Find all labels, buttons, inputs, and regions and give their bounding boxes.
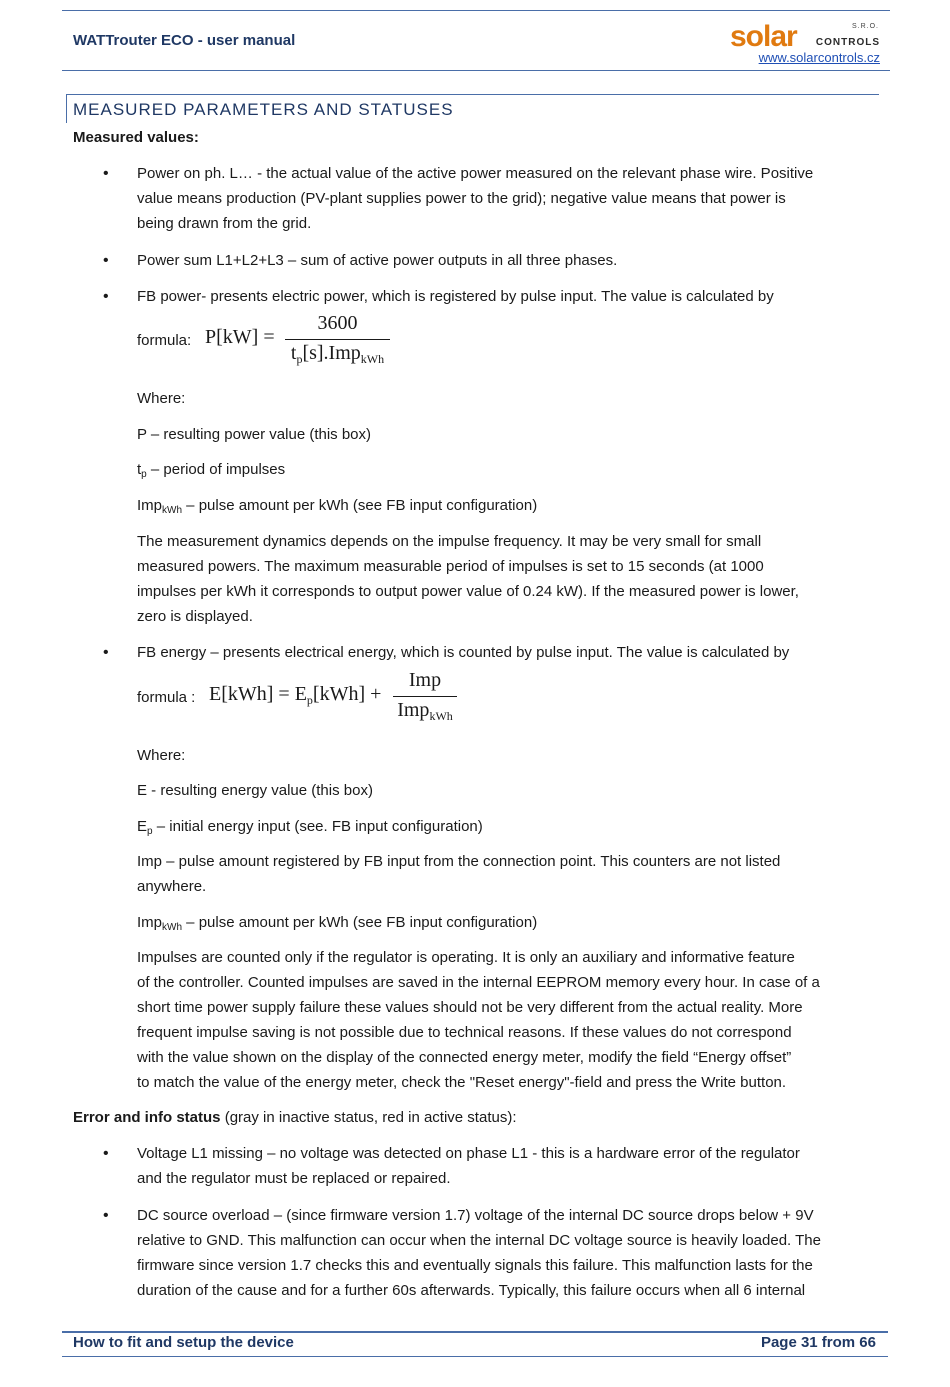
fraction-bar xyxy=(393,696,457,697)
text-line: short time power supply failure these values should not be very different from the actual reality. More xyxy=(137,999,803,1016)
logo-sro: S.R.O. xyxy=(851,23,879,30)
text-line: Imp – pulse amount registered by FB input from the connection point. This counters are not listed xyxy=(137,853,781,870)
text-line: The measurement dynamics depends on the impulse frequency. It may be very small for small xyxy=(137,533,762,550)
e-definition: E - resulting energy value (this box) xyxy=(137,782,373,799)
footer-top-rule xyxy=(62,1331,888,1333)
tp-definition xyxy=(137,457,285,487)
header-top-rule xyxy=(62,10,890,11)
text-line: anywhere. xyxy=(137,878,207,895)
formula-denominator xyxy=(393,699,457,724)
bullet-marker: • xyxy=(103,1145,109,1162)
subscript: kWh xyxy=(162,922,183,933)
formula-denominator xyxy=(285,342,390,367)
impulses-paragraph xyxy=(137,945,820,1095)
lhs-main: E[kWh] = E xyxy=(209,683,307,705)
lhs-subscript: p xyxy=(306,693,313,707)
dynamics-paragraph xyxy=(137,529,799,629)
fb-power-formula xyxy=(205,310,395,370)
text-line: measured powers. The maximum measurable period of impulses is set to 15 seconds (at 1000 xyxy=(137,558,764,575)
fraction-bar xyxy=(285,339,390,340)
symbol: Imp xyxy=(137,497,163,514)
bullet-marker: • xyxy=(103,288,109,305)
footer-page-number: Page 31 from 66 xyxy=(760,1334,876,1351)
impkwh-definition xyxy=(137,910,537,940)
fb-energy-formula xyxy=(209,667,469,727)
footer-chapter: How to fit and setup the device xyxy=(73,1334,294,1351)
impkwh-definition xyxy=(137,493,537,523)
text-line: to match the value of the energy meter, check the "Reset energy"-field and press the Write button. xyxy=(137,1074,787,1091)
logo-controls: CONTROLS xyxy=(815,37,880,48)
text-line: impulses per kWh it corresponds to output power value of 0.24 kW). If the measured power is lower, xyxy=(137,583,799,600)
text-line: being drawn from the grid. xyxy=(137,215,312,232)
where-label: Where: xyxy=(137,390,186,407)
header-bottom-rule xyxy=(62,70,890,71)
fb-power-formula-label: formula: xyxy=(137,332,192,349)
imp-definition xyxy=(137,849,780,899)
website-link[interactable]: www.solarcontrols.cz xyxy=(758,50,880,65)
symbol: E xyxy=(137,818,148,835)
text-line: with the value shown on the display of the connected energy meter, modify the field “Energy offset” xyxy=(137,1049,792,1066)
section-title: MEASURED PARAMETERS AND STATUSES xyxy=(73,100,454,119)
symbol: Imp xyxy=(137,914,163,931)
logo-wordmark: solar xyxy=(730,20,797,53)
text-line: relative to GND. This malfunction can occur when the internal DC voltage source is heavily loaded. The xyxy=(137,1232,821,1249)
text-line: zero is displayed. xyxy=(137,608,253,625)
den-subscript: kWh xyxy=(360,352,385,366)
p-definition: P – resulting power value (this box) xyxy=(137,426,372,443)
document-title: WATTrouter ECO - user manual xyxy=(73,32,296,49)
bullet-marker: • xyxy=(103,252,109,269)
power-sum-text: Power sum L1+L2+L3 – sum of active power outputs in all three phases. xyxy=(137,252,618,269)
definition-text: – pulse amount per kWh (see FB input configuration) xyxy=(182,914,538,931)
subscript: kWh xyxy=(162,505,183,516)
bullet-marker: • xyxy=(103,644,109,661)
text-line: and the regulator must be replaced or repaired. xyxy=(137,1170,451,1187)
text-line: value means production (PV-plant supplies power to the grid); negative value means that power is xyxy=(137,190,786,207)
lhs-rest: [kWh] + xyxy=(312,683,382,705)
den-symbol: t xyxy=(290,342,297,364)
definition-text: – pulse amount per kWh (see FB input configuration) xyxy=(182,497,538,514)
formula-numerator: 3600 xyxy=(317,312,358,334)
solarcontrols-logo xyxy=(730,20,882,52)
text-line: Impulses are counted only if the regulator is operating. It is only an auxiliary and informative feature xyxy=(137,949,795,966)
bullet-marker: • xyxy=(103,165,109,182)
den-rest: [s].Imp xyxy=(302,342,361,364)
symbol: t xyxy=(137,461,142,478)
fb-energy-intro: FB energy – presents electrical energy, which is counted by pulse input. The value is calculated by xyxy=(137,644,790,661)
text-line: duration of the cause and for a further 60s afterwards. Typically, this failure occurs when all 6 internal xyxy=(137,1282,806,1299)
footer-bottom-rule xyxy=(62,1356,888,1357)
fb-energy-formula-label: formula : xyxy=(137,689,196,706)
text-line: Power on ph. L… - the actual value of the active power measured on the relevant phase wire. Positive xyxy=(137,165,814,182)
where-label: Where: xyxy=(137,747,186,764)
text-line: Voltage L1 missing – no voltage was detected on phase L1 - this is a hardware error of the regulator xyxy=(137,1145,800,1162)
formula-numerator: Imp xyxy=(408,669,442,691)
heading-rest: (gray in inactive status, red in active status): xyxy=(220,1109,517,1126)
dc-overload-text xyxy=(137,1203,821,1303)
error-status-heading xyxy=(73,1105,517,1130)
formula-lhs: P[kW] = xyxy=(205,326,275,348)
power-phase-text xyxy=(137,161,813,236)
den-subscript: p xyxy=(296,352,303,366)
voltage-missing-text xyxy=(137,1141,800,1191)
bullet-marker: • xyxy=(103,1207,109,1224)
text-line: frequent impulse saving is not possible due to technical reasons. If these values do not correspond xyxy=(137,1024,792,1041)
definition-text: – period of impulses xyxy=(146,461,286,478)
subscript: p xyxy=(141,469,147,480)
subscript: p xyxy=(147,826,153,837)
definition-text: – initial energy input (see. FB input configuration) xyxy=(152,818,483,835)
text-line: firmware since version 1.7 checks this and eventually signals this failure. This malfunction lasts for the xyxy=(137,1257,813,1274)
measured-values-heading: Measured values: xyxy=(73,129,199,146)
formula-lhs xyxy=(209,683,381,708)
fb-power-intro: FB power- presents electric power, which is registered by pulse input. The value is calculated by xyxy=(137,288,774,305)
ep-definition xyxy=(137,814,483,844)
text-line: DC source overload – (since firmware version 1.7) voltage of the internal DC source drops below + 9V xyxy=(137,1207,814,1224)
den-symbol: Imp xyxy=(397,699,430,721)
text-line: of the controller. Counted impulses are saved in the internal EEPROM memory every hour. In case of a xyxy=(137,974,820,991)
den-subscript: kWh xyxy=(429,709,453,723)
heading-bold: Error and info status xyxy=(73,1109,221,1126)
